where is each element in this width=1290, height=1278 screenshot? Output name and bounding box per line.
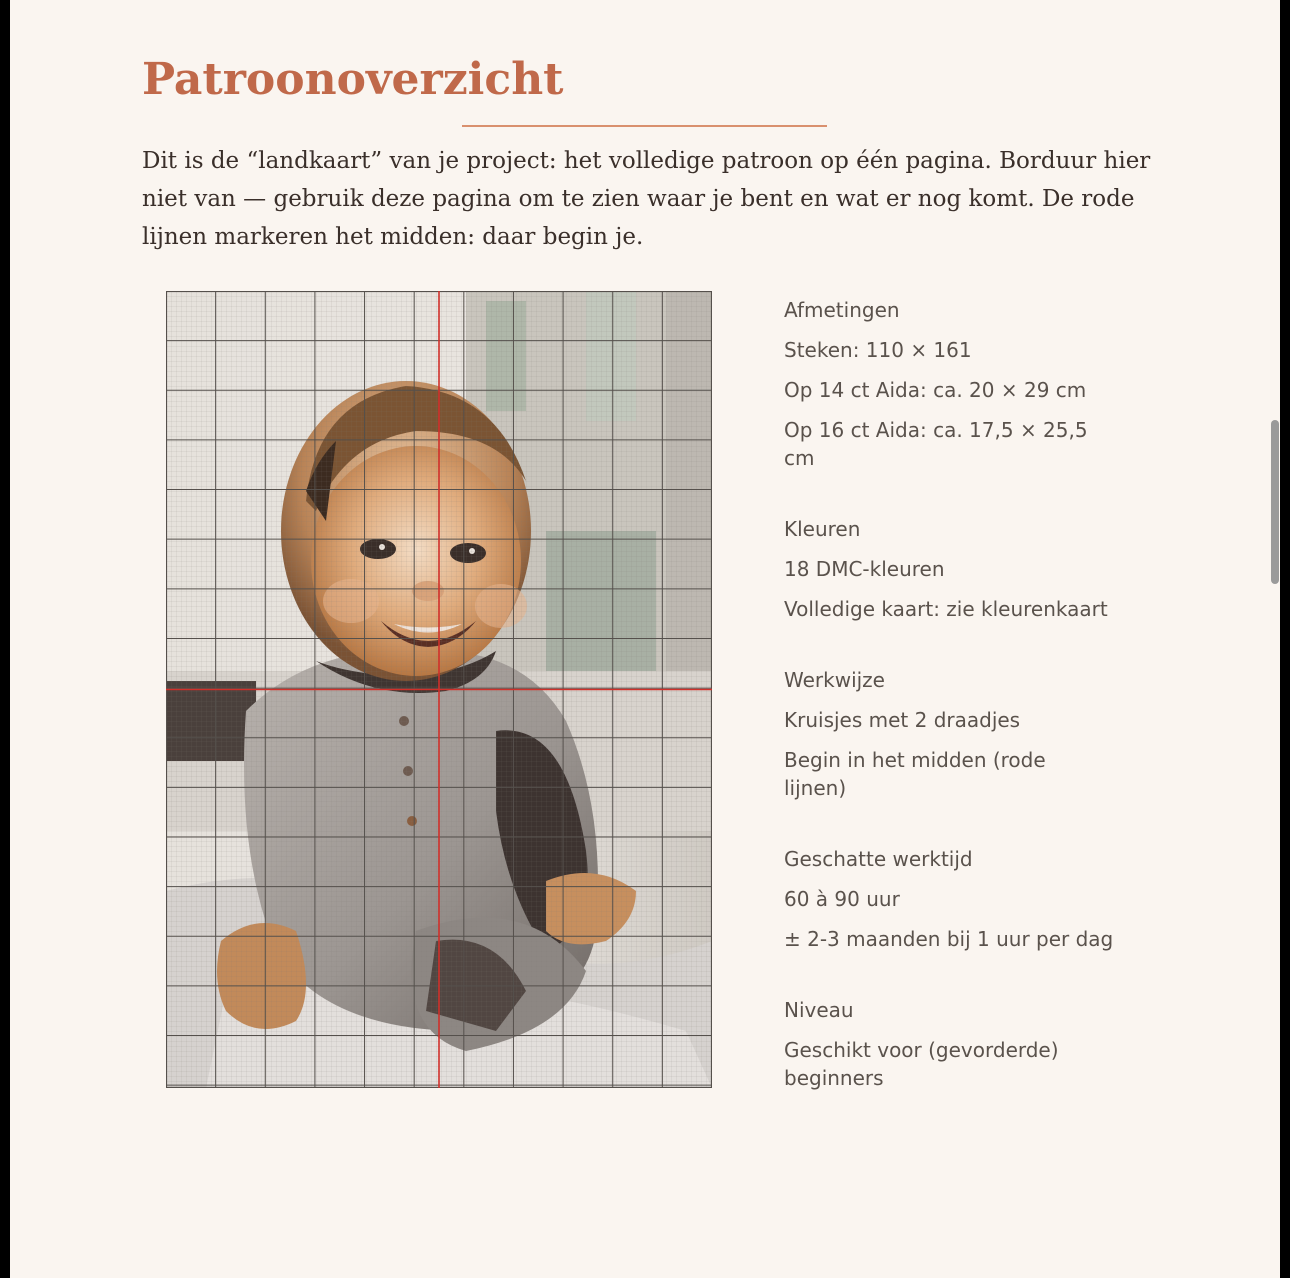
info-line: Op 16 ct Aida: ca. 17,5 × 25,5 cm — [784, 418, 1088, 470]
info-line: 60 à 90 uur — [784, 887, 900, 911]
info-line: Geschikt voor (gevorderde) beginners — [784, 1038, 1059, 1090]
info-line: ± 2-3 maanden bij 1 uur per dag — [784, 927, 1114, 951]
info-heading: Afmetingen — [784, 298, 900, 322]
info-heading: Geschatte werktijd — [784, 847, 973, 871]
pattern-info-panel — [784, 296, 1114, 1135]
info-line: Begin in het midden (rode lijnen) — [784, 748, 1046, 800]
pattern-overview-page — [10, 0, 1280, 1278]
info-group — [784, 845, 1114, 953]
info-heading: Kleuren — [784, 517, 861, 541]
info-group — [784, 515, 1114, 623]
title-divider — [462, 125, 827, 127]
info-group — [784, 996, 1114, 1092]
info-group — [784, 296, 1114, 472]
info-group — [784, 666, 1114, 802]
info-line: Volledige kaart: zie kleurenkaart — [784, 597, 1108, 621]
info-heading: Werkwijze — [784, 668, 885, 692]
info-line: Steken: 110 × 161 — [784, 338, 972, 362]
info-heading: Niveau — [784, 998, 854, 1022]
page-title: Patroonoverzicht — [142, 54, 564, 105]
info-line: Kruisjes met 2 draadjes — [784, 708, 1021, 732]
cross-stitch-pattern-chart — [166, 291, 712, 1088]
info-line: Op 14 ct Aida: ca. 20 × 29 cm — [784, 378, 1087, 402]
intro-text: Dit is de “landkaart” van je project: het volledige patroon op één pagina. Borduur hier niet van — gebruik deze pagina om te zien waar je bent en wat er nog komt. De rode lijnen markeren het midden: daar begin je. — [142, 148, 1151, 250]
scrollbar-thumb[interactable] — [1271, 420, 1279, 584]
info-line: 18 DMC-kleuren — [784, 557, 945, 581]
